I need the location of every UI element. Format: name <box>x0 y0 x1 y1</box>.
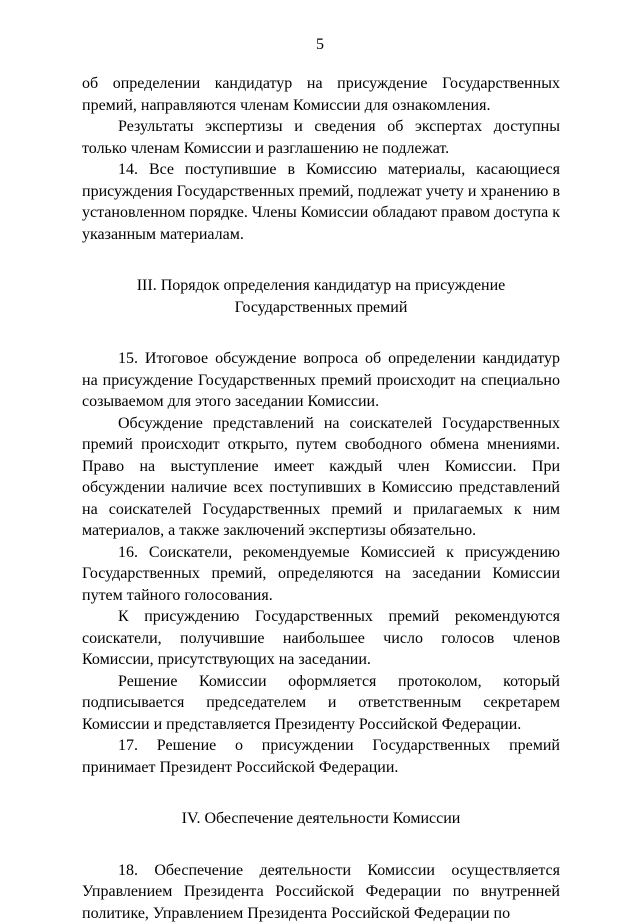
paragraph-item-17: 17. Решение о присуждении Государственных премий принимает Президент Российской Федерации. <box>82 735 560 778</box>
section-heading-4: IV. Обеспечение деятельности Комиссии <box>82 808 560 830</box>
section-heading-3-line-1: III. Порядок определения кандидатур на присуждение <box>82 275 560 297</box>
paragraph-continuation: об определении кандидатур на присуждение Государственных премий, направляются членам Комиссии для ознакомления. <box>82 73 560 116</box>
paragraph-recommendation: К присуждению Государственных премий рекомендуются соискатели, получившие наибольшее число голосов членов Комиссии, присутствующих на заседании. <box>82 606 560 671</box>
paragraph-decision-protocol: Решение Комиссии оформляется протоколом, который подписывается председателем и ответственным секретарем Комиссии и представляется Президенту Российской Федерации. <box>82 671 560 736</box>
paragraph-item-14: 14. Все поступившие в Комиссию материалы, касающиеся присуждения Государственных премий, подлежат учету и хранению в установленном порядке. Члены Комиссии обладают правом доступа к указанным материалам. <box>82 159 560 245</box>
paragraph-discussion: Обсуждение представлений на соискателей Государственных премий происходит открыто, путем свободного обмена мнениями. Право на выступление имеет каждый член Комиссии. При обсуждении наличие всех поступивших в Комиссию представлений на соискателей Государственных премий и прилагаемых к ним материалов, а также заключений экспертизы обязательно. <box>82 413 560 542</box>
paragraph-item-16: 16. Соискатели, рекомендуемые Комиссией к присуждению Государственных премий, определяются на заседании Комиссии путем тайного голосования. <box>82 542 560 607</box>
paragraph-item-15: 15. Итоговое обсуждение вопроса об определении кандидатур на присуждение Государственных премий происходит на специально созываемом для этого заседании Комиссии. <box>82 348 560 413</box>
paragraph-item-18: 18. Обеспечение деятельности Комиссии осуществляется Управлением Президента Российской Федерации по внутренней политике, Управлением Президента Российской Федерации по <box>82 860 560 924</box>
page-number: 5 <box>0 35 640 55</box>
section-heading-3-line-2: Государственных премий <box>82 297 560 319</box>
paragraph-expertise-results: Результаты экспертизы и сведения об экспертах доступны только членам Комиссии и разглашению не подлежат. <box>82 116 560 159</box>
document-body <box>82 73 560 924</box>
